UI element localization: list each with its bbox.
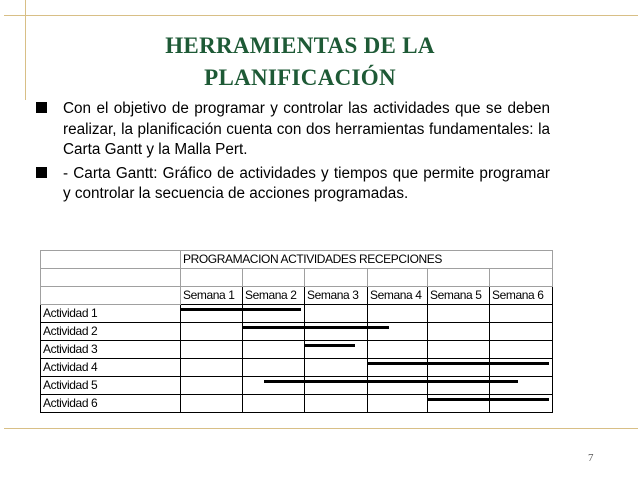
gantt-cell (428, 323, 490, 341)
activity-label: Actividad 4 (41, 359, 181, 377)
gantt-cell (368, 305, 428, 323)
page-number: 7 (588, 452, 594, 464)
activity-label: Actividad 1 (41, 305, 181, 323)
gantt-cell (428, 359, 490, 377)
gantt-cell (490, 305, 553, 323)
gantt-cell (181, 377, 243, 395)
gantt-empty-cell (243, 269, 305, 287)
gantt-activity-row (41, 377, 553, 395)
gantt-cell (243, 395, 305, 413)
gantt-cell (368, 377, 428, 395)
gantt-cell (368, 395, 428, 413)
gantt-title: PROGRAMACION ACTIVIDADES RECEPCIONES (181, 251, 553, 269)
gantt-cell (181, 305, 243, 323)
gantt-empty-cell (428, 269, 490, 287)
gantt-cell (305, 305, 368, 323)
week-header: Semana 4 (368, 287, 428, 305)
activity-label: Actividad 6 (41, 395, 181, 413)
gantt-cell (428, 377, 490, 395)
gantt-empty-cell (41, 269, 181, 287)
gantt-cell (305, 359, 368, 377)
gantt-cell (428, 341, 490, 359)
gantt-spacer-row (41, 269, 553, 287)
gantt-empty-cell (368, 269, 428, 287)
gantt-cell (305, 377, 368, 395)
gantt-cell (490, 395, 553, 413)
gantt-activity-row (41, 323, 553, 341)
gantt-activity-row (41, 359, 553, 377)
gantt-cell (243, 323, 305, 341)
gantt-cell (490, 323, 553, 341)
gantt-cell (181, 359, 243, 377)
bullet-list (36, 99, 550, 208)
gantt-cell (490, 377, 553, 395)
activity-label: Actividad 3 (41, 341, 181, 359)
week-header: Semana 5 (428, 287, 490, 305)
slide-frame-bottom-rule (4, 428, 638, 429)
week-header: Semana 6 (490, 287, 553, 305)
slide-frame-left-rule (25, 0, 26, 100)
week-header: Semana 2 (243, 287, 305, 305)
gantt-activity-row (41, 305, 553, 323)
gantt-activity-row (41, 341, 553, 359)
gantt-cell (305, 341, 368, 359)
slide-title-line-1: HERRAMIENTAS DE LA (165, 33, 435, 58)
gantt-cell (428, 305, 490, 323)
gantt-cell (490, 359, 553, 377)
slide-title (90, 30, 510, 94)
gantt-cell (490, 341, 553, 359)
bullet-text: Con el objetivo de programar y controlar las actividades que se deben realizar, la planificación cuenta con dos herramientas fundamentales: la Carta Gantt y la Malla Pert. (63, 100, 550, 158)
gantt-cell (368, 341, 428, 359)
gantt-cell (181, 395, 243, 413)
activity-label: Actividad 2 (41, 323, 181, 341)
bullet-text: - Carta Gantt: Gráfico de actividades y tiempos que permite programar y controlar la secuencia de acciones programadas. (63, 164, 550, 202)
gantt-activity-row (41, 395, 553, 413)
gantt-cell (368, 359, 428, 377)
slide-title-line-2: PLANIFICACIÓN (204, 65, 396, 90)
gantt-cell (181, 323, 243, 341)
week-header: Semana 1 (181, 287, 243, 305)
gantt-cell (368, 323, 428, 341)
bullet-item (36, 164, 550, 205)
gantt-title-row (41, 251, 553, 269)
gantt-cell (243, 305, 305, 323)
gantt-empty-cell (305, 269, 368, 287)
bullet-item (36, 99, 550, 161)
gantt-empty-cell (41, 251, 181, 269)
gantt-header-row (41, 287, 553, 305)
gantt-cell (243, 377, 305, 395)
gantt-cell (428, 395, 490, 413)
gantt-empty-cell (41, 287, 181, 305)
gantt-cell (305, 323, 368, 341)
activity-label: Actividad 5 (41, 377, 181, 395)
gantt-cell (243, 341, 305, 359)
gantt-empty-cell (181, 269, 243, 287)
gantt-cell (305, 395, 368, 413)
gantt-cell (181, 341, 243, 359)
square-bullet-icon (36, 167, 47, 178)
gantt-empty-cell (490, 269, 553, 287)
slide-frame-top-rule (4, 15, 638, 16)
gantt-cell (243, 359, 305, 377)
week-header: Semana 3 (305, 287, 368, 305)
square-bullet-icon (36, 102, 47, 113)
gantt-chart-table (40, 250, 553, 413)
